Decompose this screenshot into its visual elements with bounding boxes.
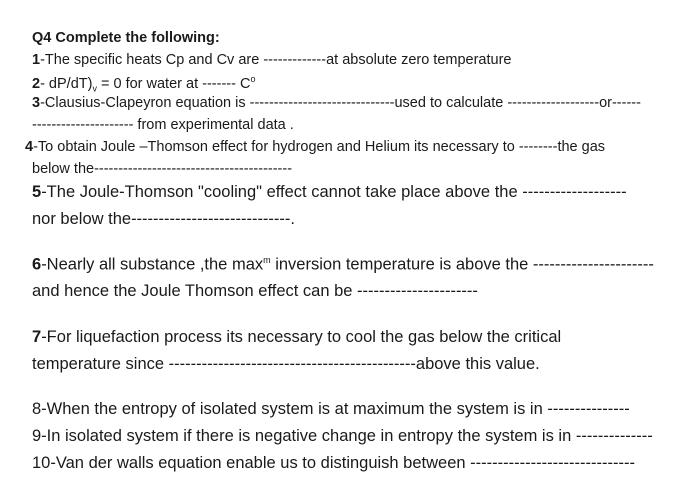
item-1-text: -The specific heats Cp and Cv are -------------at absolute zero temperature: [40, 52, 512, 68]
item-6-superscript: m: [263, 255, 271, 265]
item-4-text: -To obtain Joule –Thomson effect for hydrogen and Helium its necessary to --------the gas: [33, 139, 606, 155]
item-10-text: 10-Van der walls equation enable us to distinguish between ------------------------------: [32, 454, 635, 472]
item-4-continued: [32, 161, 700, 177]
item-6: [32, 255, 700, 275]
item-5-continued: [32, 210, 700, 229]
title-text: Q4 Complete the following:: [32, 30, 220, 46]
item-7-text: -For liquefaction process its necessary to cool the gas below the critical: [41, 328, 562, 346]
item-7-continued-text: temperature since ---------------------------------------------above this value.: [32, 355, 540, 373]
item-7-number: 7: [32, 328, 42, 346]
item-1-number: 1: [32, 52, 41, 68]
item-3-continued: [32, 117, 700, 133]
item-2: [32, 74, 700, 94]
item-10: [32, 454, 700, 473]
item-6-text-pre: -Nearly all substance ,the max: [41, 255, 264, 274]
item-3-text: -Clausius-Clapeyron equation is ------------------------------used to calculate -------------------or------: [40, 95, 641, 111]
item-6-continued: [32, 282, 700, 301]
question-title: [32, 30, 700, 46]
item-6-text-post: inversion temperature is above the ----------------------: [270, 255, 654, 274]
item-4-continued-text: below the-----------------------------------------: [32, 161, 293, 177]
item-5-continued-text: nor below the-----------------------------.: [32, 210, 295, 228]
item-9: [32, 427, 700, 446]
item-3: [32, 95, 700, 111]
item-2-number: 2: [32, 75, 41, 92]
item-2-superscript: o: [250, 74, 256, 84]
item-3-number: 3: [32, 95, 41, 111]
item-2-text-post: = 0 for water at ------- C: [96, 75, 251, 92]
item-3-continued-text: --------------------- from experimental data .: [32, 117, 294, 133]
item-5-text: -The Joule-Thomson "cooling" effect cannot take place above the -------------------: [41, 183, 627, 201]
item-6-number: 6: [32, 255, 42, 274]
item-6-continued-text: and hence the Joule Thomson effect can be ----------------------: [32, 282, 478, 300]
item-5: [32, 183, 700, 202]
item-4: [25, 139, 700, 155]
item-2-subscript: v: [92, 83, 97, 94]
item-2-text-pre: - dP/dT): [40, 75, 93, 92]
item-1: [32, 52, 700, 68]
item-4-number: 4: [25, 139, 34, 155]
item-7-continued: [32, 355, 700, 374]
item-9-text: 9-In isolated system if there is negative change in entropy the system is in --------------: [32, 427, 653, 445]
item-5-number: 5: [32, 183, 42, 201]
item-8-text: 8-When the entropy of isolated system is at maximum the system is in ---------------: [32, 400, 630, 418]
item-7: [32, 328, 700, 347]
item-8: [32, 400, 700, 419]
